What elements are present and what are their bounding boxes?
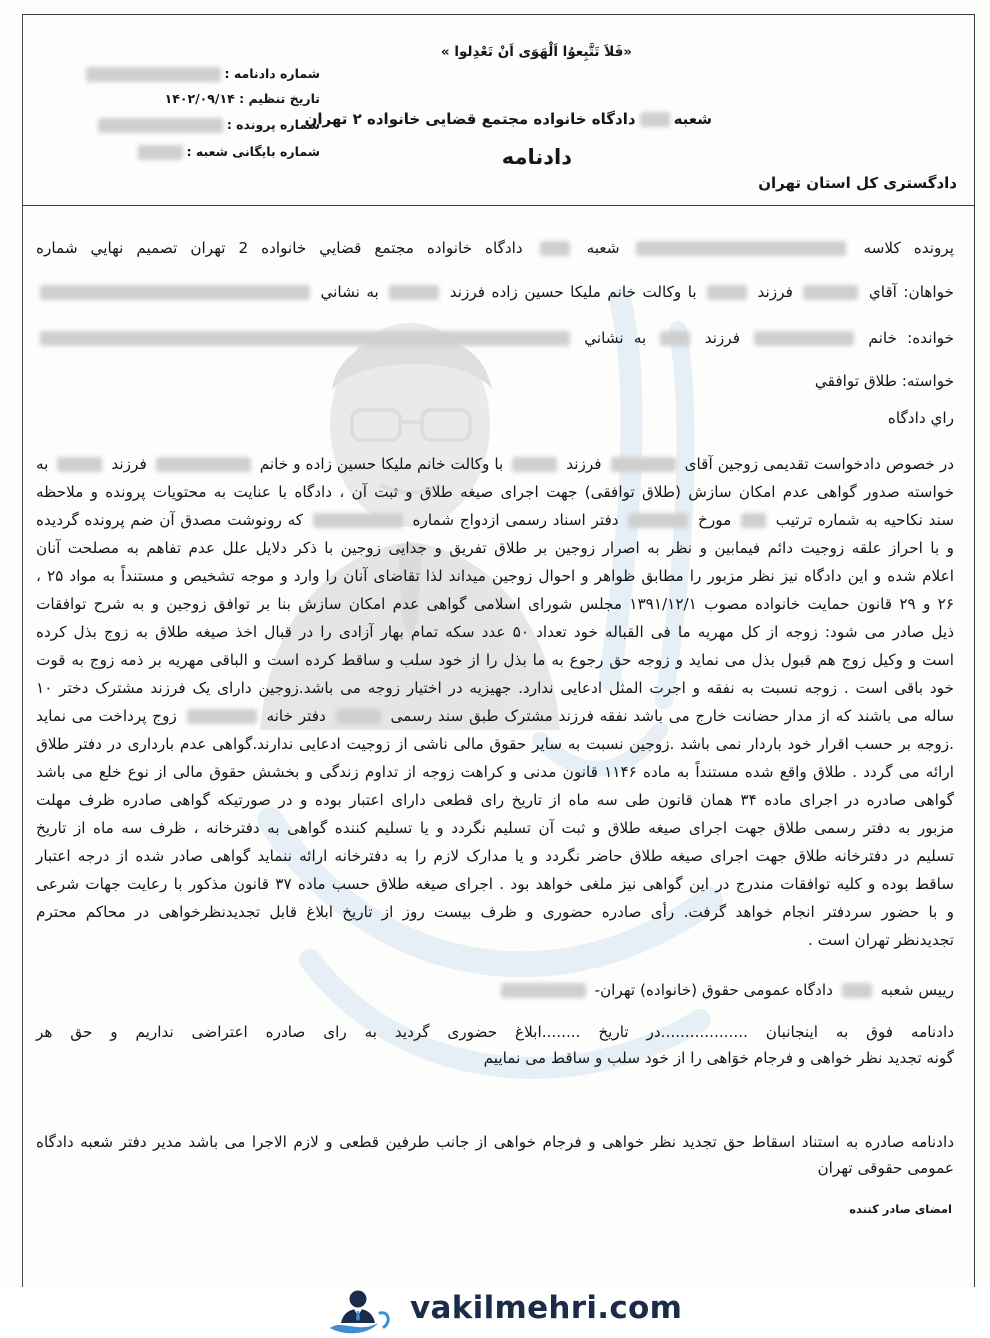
branch-head-line (36, 978, 954, 1002)
text-segment: سند نکاحیه به شماره ترتیب (775, 511, 954, 529)
lawyer-portrait-logo-icon (328, 1288, 394, 1336)
finality-line: دادنامه صادره به استناد اسقاط حق تجدید نظر خواهی و فرجام خواهی از جانب طرفین قطعی و لازم الاجرا می باشد مدیر دفتر شعبه دادگاه (36, 1133, 954, 1151)
verdict-line: تسلیم در دفترخانه طلاق جهت اجرای صیغه طلاق حاضر نگردد و یا مدارک لازم را به دفترخانه ارائه ننماید گواهی صادر شده از درجه اعتبار (36, 847, 954, 865)
redacted-field (640, 112, 670, 127)
verdict-line: خود باقی است . زوجه نسبت به نفقه و اجرت المثل ادعایی ندارد. جهیزیه در اختیار زوجه می باشد.زوجین دارای یک فرزند مشترک دختر ۱۰ (36, 679, 954, 697)
redacted-field (707, 285, 747, 300)
redacted-field (313, 513, 403, 528)
text-segment: فرزند (757, 283, 793, 301)
text-segment: دفتر اسناد رسمی ازدواج شماره (412, 511, 619, 529)
verdict-line: تجدیدنظر تهران است . (807, 931, 954, 949)
case-number-label: شماره پرونده : (226, 117, 320, 132)
text-segment: زوج پرداخت می نماید (36, 707, 177, 725)
acknowledgment-line: دادنامه فوق به اینجانبان ..................در تاریخ ........ابلاغ حضوری گردید به رای صادره اعتراضی نداریم و حق هر (36, 1023, 954, 1041)
verdict-line: ذیل صادر می شود: زوجه از کل مهریه ما فی القباله خود تعداد ۵۰ عدد سکه تمام بهار آزادی را در قبال اخذ صیغه طلاق به زوج بذل کرده (36, 623, 954, 641)
date-label: تاریخ تنظیم : (239, 91, 320, 106)
redacted-field (842, 983, 872, 998)
text-segment: ساله می باشند که از مدار حضانت خارج می باشد نفقه فرزند مشترک طبق سند رسمی (390, 707, 954, 725)
text-segment: به (36, 455, 49, 473)
text-segment: در خصوص دادخواست تقدیمی زوجین آقای (684, 455, 954, 473)
text-segment: که رونوشت مصدق آن ضم پرونده گردیده (36, 511, 304, 529)
signer-label: امضای صادر کننده (849, 1202, 952, 1216)
document-title: دادنامه (501, 145, 572, 169)
text-segment: فرزند (566, 455, 602, 473)
text-segment: دادگاه عمومی حقوق (خانواده) تهران- (594, 981, 833, 999)
verdict-line: ارائه می گردد . طلاق واقع شده مستنداً به ماده ۱۱۴۶ قانون مدنی و کراهت زوجه از تداوم زندگی و بخشش حقوق مالی از نوع خلع می باشد (36, 763, 954, 781)
verdict-line: و با حضور سردفتر انجام خواهد گرفت. رأی صادره حضوری و ظرف بیست روز از تاریخ ابلاغ قابل تجدیدنظرخواهی در محاکم محترم (36, 903, 954, 921)
redacted-field (803, 285, 858, 300)
redacted-field (187, 709, 257, 724)
redacted-field (628, 513, 688, 528)
header-divider (22, 205, 975, 206)
verdict-line: .زوجه بر حسب اقرار خود باردار نمی باشد .زوجین نسبت به سایر حقوق مالی ناشی از زوجیت ادعایی ندارند.گواهی عدم بارداری در دفتر طلاق (36, 735, 954, 753)
redacted-field (86, 67, 221, 82)
redacted-field (611, 457, 676, 472)
text-segment: فرزند (111, 455, 147, 473)
redacted-field (754, 331, 854, 346)
redacted-field (512, 457, 557, 472)
text-segment: فرزند (704, 329, 741, 347)
plaintiff-line (36, 280, 954, 304)
text-segment: با وكالت خانم مليكا حسين زاده و خانم (259, 455, 504, 473)
finality-line: عمومی حقوقی تهران (817, 1159, 954, 1177)
redacted-field (540, 241, 570, 256)
text-segment: به نشاني (320, 283, 379, 301)
redacted-field (40, 331, 570, 346)
redacted-field (57, 457, 102, 472)
redacted-field (389, 285, 439, 300)
verdict-line (36, 508, 954, 532)
redacted-field (138, 145, 183, 160)
redacted-field (501, 983, 586, 998)
claim-line: خواسته: طلاق توافقي (814, 372, 954, 390)
redacted-field (98, 118, 223, 133)
verdict-number-row (82, 64, 320, 84)
redacted-field (40, 285, 310, 300)
text-segment: با وكالت خانم مليكا حسين زاده فرزند (449, 283, 697, 301)
text-segment: پرونده کلاسه (863, 239, 954, 257)
verdict-line (36, 452, 954, 476)
text-segment: مورخ (698, 511, 732, 529)
redacted-field (156, 457, 251, 472)
text-segment: به نشاني (584, 329, 647, 347)
archive-number-row (134, 142, 320, 162)
text-segment: دادگاه خانواده مجتمع قضايي خانواده 2 تهران تصميم نهايي شماره (36, 239, 523, 257)
text-segment: رییس شعبه (880, 981, 954, 999)
archive-number-label: شماره بایگانی شعبه : (186, 144, 320, 159)
verdict-line: اعلام شده و این دادگاه نیز نظر مزبور را مطابق ظواهر و احوال زوجین میداند لذا تقاضای آنان را وارد و موجه تشخیص و مستنداً به مواد ۲۵ ، (36, 567, 954, 585)
case-file-line (36, 236, 954, 260)
redacted-field (660, 331, 690, 346)
redacted-field (336, 709, 381, 724)
redacted-field (636, 241, 846, 256)
quran-verse: «فَلاَ تَتَّبِعوُا اَلْهَوَى اَنْ تَعْدِلوا » (440, 44, 632, 60)
verdict-line: ۲۶ و ۲۹ قانون حمایت خانواده مصوب ۱۳۹۱/۱۲/۱ مجلس شورای اسلامی گواهی عدم امکان سازش بنا بر توافق زوجین و به شرح توافقات (36, 595, 955, 613)
verdict-heading: راي دادگاه (887, 409, 954, 427)
verdict-line: خواسته صدور گواهی عدم امکان سازش (طلاق توافقی) جهت اجرای صیغه طلاق و ثبت آن ، دادگاه با عنایت به محتویات پرونده و ملاحظه (36, 483, 954, 501)
verdict-number-label: شماره دادنامه : (224, 66, 320, 81)
verdict-line: و با احراز علقه زوجیت دائم فیمابین و نظر به اصرار زوجین بر طلاق تفریق و جدایی زوجین با ذکر دلایل علل عدم تفاهم به مصلحت آنان (36, 539, 954, 557)
text-segment: خواهان: آقاي (868, 283, 954, 301)
judiciary-name: دادگستری کل استان تهران (758, 174, 957, 192)
branch-label: شعبه (673, 110, 712, 128)
defendant-line (36, 326, 954, 350)
text-segment: شعبه (586, 239, 620, 257)
text-segment: خوانده: خانم (868, 329, 955, 347)
verdict-line: گواهی صادره در اجرای ماده ۳۴ همان قانون طی سه ماه از تاریخ رای قطعی دارای اعتبار بوده و در صورتیکه گواهی صادره ظرف مهلت (36, 791, 954, 809)
acknowledgment-line: گونه تجدید نظر خواهی و فرجام خوَاهی را از خود سلب و ساقط می نماییم (483, 1049, 954, 1067)
case-number-row (94, 115, 320, 135)
court-name: دادگاه خانواده مجتمع قضایی خانواده ۲ تهران (304, 110, 636, 128)
verdict-line (36, 704, 954, 728)
date-value: ۱۴۰۲/۰۹/۱۴ (164, 91, 235, 106)
date-row (165, 89, 320, 109)
redacted-field (741, 513, 766, 528)
court-branch (305, 110, 712, 128)
website-name: vakilmehri.com (410, 1290, 683, 1326)
verdict-line: مزبور به دفتر رسمی طلاق جهت اجرای صیغه طلاق و ثبت آن تسلیم نگردد و یا تسلیم کننده گواهی به دفترخانه ، ظرف سه ماه از تاریخ (36, 819, 954, 837)
verdict-line: است و وکیل زوج هم قبول بذل می نماید و زوجه حق رجوع به ما بذل را از خود سلب و ساقط کرده است و الباقی مهریه بر ذمه زوج به قوت (36, 651, 954, 669)
text-segment: دفتر خانه (266, 707, 326, 725)
verdict-line: ساقط بوده و کلیه توافقات مندرج در این گواهی نیز ملغی خواهد بود . اجرای صیغه طلاق حسب ماده ۳۷ قانون مذکور با رعایت جهات شرعی (36, 875, 955, 893)
